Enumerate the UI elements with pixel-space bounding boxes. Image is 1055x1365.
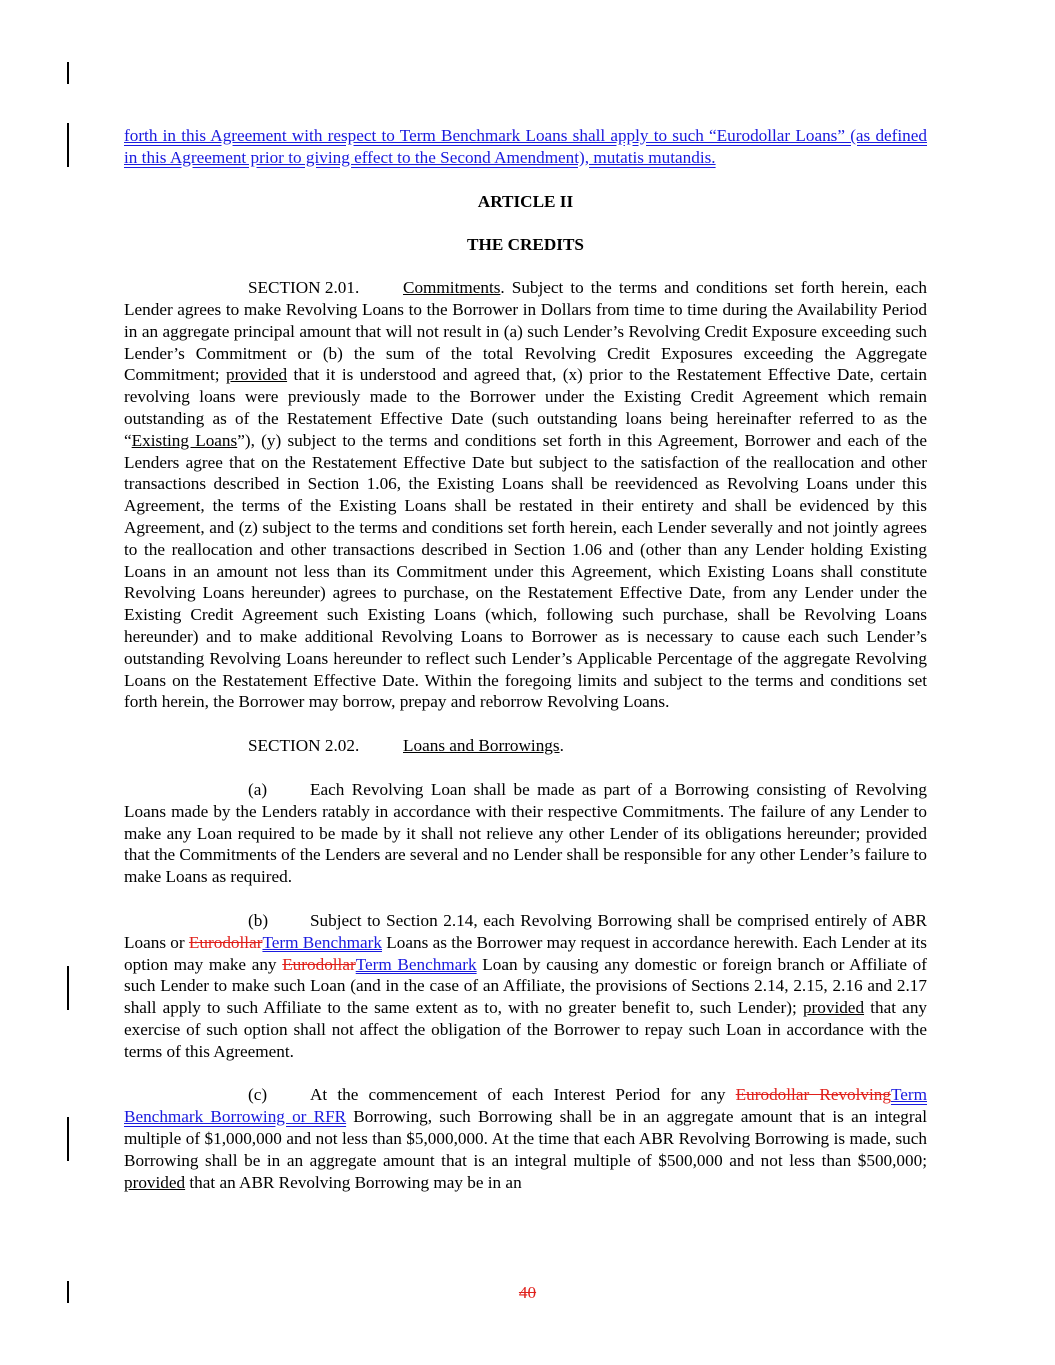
clause-label: (c) (248, 1085, 268, 1105)
article-title: THE CREDITS (466, 235, 584, 255)
defined-term: Existing Loans (131, 430, 238, 450)
clause-c-paragraph: (c) At the commencement of each Interest Period for any Eurodollar RevolvingTerm Benchmark Borrowing or RFR Borrowing, such Borrowing shall be in an aggregate amount that is an integral multiple of $1,000,000 and not less than $5,000,000. At the time that each ABR Revolving Borrowing is made, such Borrowing shall be in an aggregate amount that is an integral multiple of $500,000 and not less than $500,000; provided that an ABR Revolving Borrowing may be in an (124, 1085, 927, 1192)
change-bar (67, 966, 69, 1010)
inserted-text: Term Benchmark (355, 954, 477, 974)
deleted-text: Eurodollar Revolving (735, 1085, 891, 1105)
change-bar (67, 62, 69, 84)
inserted-text: Term Benchmark (262, 932, 382, 952)
defined-term: provided (225, 365, 288, 385)
change-bar (67, 1117, 69, 1161)
section-number: SECTION 2.01. (248, 278, 360, 298)
section-2-01-paragraph: SECTION 2.01. Commitments. Subject to the terms and conditions set forth herein, each Lender agrees to make Revolving Loans to the Borrower in Dollars from time to time during the Availability Period in an aggregate principal amount that will not result in (a) such Lender’s Revolving Credit Exposure exceeding such Lender’s Commitment or (b) the sum of the total Revolving Credit Exposures exceeding the Aggregate Commitment; provided that it is understood and agreed that, (x) prior to the Restatement Effective Date, certain revolving loans were previously made to the Borrower under the Existing Credit Agreement which remain outstanding as of the Restatement Effective Date (such outstanding loans being hereinafter referred to as the “Existing Loans”), (y) subject to the terms and conditions set forth in this Agreement, Borrower and each of the Lenders agree that on the Restatement Effective Date but subject to the satisfaction of the reallocation and other transactions described in Section 1.06, the Existing Loans shall be reevidenced as Revolving Loans under this Agreement, the terms of the Existing Loans shall be restated in their entirety and shall be evidenced by this Agreement, and (z) subject to the terms and conditions set forth herein, each Lender severally and not jointly agrees to the reallocation and other transactions described in Section 1.06 and (other than any Lender holding Existing Loans in an amount not less than its Commitment under this Agreement, which Existing Loans shall constitute Revolving Loans hereunder) agrees to purchase, on the Restatement Effective Date, from any Lender under the Existing Credit Agreement such Existing Loans (which, following such purchase, shall be Revolving Loans hereunder) and to make additional Revolving Loans to Borrower as is necessary to cause each such Lender’s outstanding Revolving Loans hereunder to reflect such Lender’s Applicable Percentage of the aggregate Revolving Loans on the Restatement Effective Date. Within the foregoing limits and subject to the terms and conditions set forth herein, the Borrower may borrow, prepay and reborrow Revolving Loans. (124, 278, 927, 712)
clause-b-paragraph: (b) Subject to Section 2.14, each Revolving Borrowing shall be comprised entirely of ABR Loans or EurodollarTerm Benchmark Loans as the Borrower may request in accordance herewith. Each Lender at its option may make any EurodollarTerm Benchmark Loan by causing any domestic or foreign branch or Affiliate of such Lender to make such Loan (and in the case of an Affiliate, the provisions of Sections 2.14, 2.15, 2.16 and 2.17 shall apply to such Affiliate to the same extent as to, with no greater benefit to, such Lender); provided that any exercise of such option shall not affect the obligation of the Borrower to repay such Loan in accordance with the terms of this Agreement. (124, 910, 928, 1061)
section-title: Loans and Borrowings (403, 736, 560, 756)
section-title: Commitments (403, 278, 501, 298)
document-body (124, 125, 927, 1193)
inserted-text: forth in this Agreement with respect to Term Benchmark Loans shall apply to such “Eurodollar Loans” (as defined in this Agreement prior to giving effect to the Second Amendment), mutatis mutandis. (124, 126, 927, 167)
section-2-02-heading: SECTION 2.02. Loans and Borrowings. (248, 736, 564, 756)
defined-term: provided (802, 998, 865, 1018)
section-number: SECTION 2.02. (248, 736, 360, 756)
clause-a-paragraph: (a) Each Revolving Loan shall be made as part of a Borrowing consisting of Revolving Loans made by the Lenders ratably in accordance with their respective Commitments. The failure of any Lender to make any Loan required to be made by it shall not relieve any other Lender of its obligations hereunder; provided that the Commitments of the Lenders are several and no Lender shall be responsible for any other Lender’s failure to make Loans as required. (124, 779, 927, 887)
article-number: ARTICLE II (477, 191, 574, 211)
deleted-text: Eurodollar (188, 932, 263, 952)
page-number: 40 (518, 1283, 537, 1302)
inserted-text: Term Benchmark Borrowing or RFR (124, 1085, 927, 1127)
deleted-text: Eurodollar (282, 954, 356, 974)
clause-label: (b) (248, 910, 269, 930)
change-bar (67, 123, 69, 167)
clause-label: (a) (248, 779, 268, 799)
defined-term: provided (124, 1172, 186, 1192)
carryover-paragraph (124, 125, 927, 169)
